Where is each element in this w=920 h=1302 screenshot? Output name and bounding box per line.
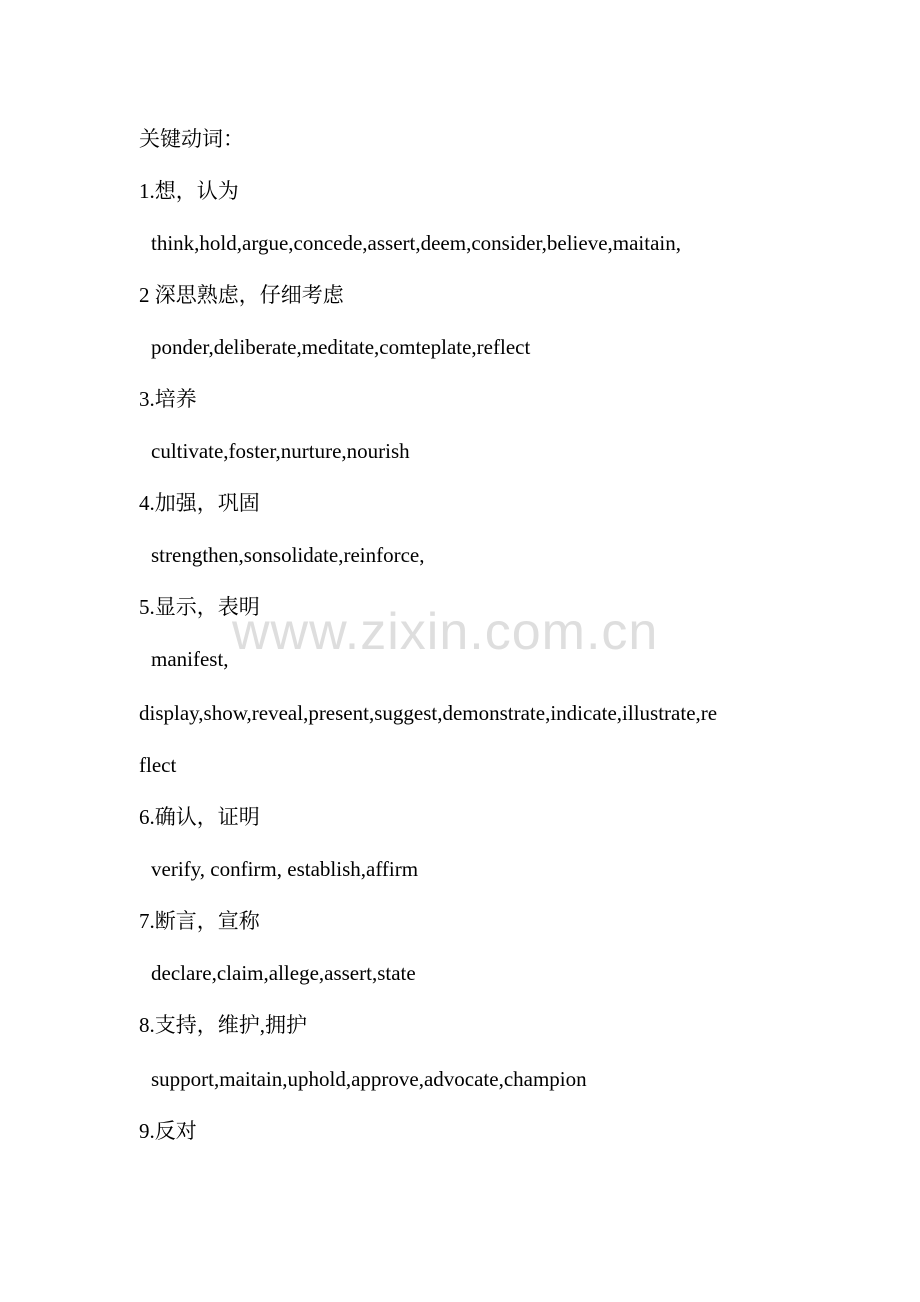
section-title-3: 3.培养 bbox=[139, 387, 197, 411]
word-list-5b: display,show,reveal,present,suggest,demonstrate,indicate,illustrate,re bbox=[139, 701, 718, 725]
section-title-8: 8.支持，维护,拥护 bbox=[139, 1013, 307, 1037]
word-list-8: support,maitain,uphold,approve,advocate,champion bbox=[151, 1067, 587, 1091]
word-list-5a: manifest, bbox=[151, 647, 229, 671]
word-list-4: strengthen,sonsolidate,reinforce, bbox=[151, 543, 425, 567]
section-title-1: 1.想，认为 bbox=[139, 179, 239, 203]
section-title-7: 7.断言，宣称 bbox=[139, 909, 260, 933]
word-list-5c: flect bbox=[139, 753, 177, 777]
section-title-5: 5.显示，表明 bbox=[139, 595, 260, 619]
word-list-6: verify, confirm, establish,affirm bbox=[151, 857, 419, 881]
word-list-1: think,hold,argue,concede,assert,deem,consider,believe,maitain, bbox=[151, 231, 681, 255]
section-title-2: 2 深思熟虑，仔细考虑 bbox=[139, 283, 344, 307]
document-heading: 关键动词： bbox=[139, 127, 244, 151]
word-list-3: cultivate,foster,nurture,nourish bbox=[151, 439, 410, 463]
section-title-4: 4.加强，巩固 bbox=[139, 491, 260, 515]
word-list-7: declare,claim,allege,assert,state bbox=[151, 961, 416, 985]
watermark: www.zixin.com.cn bbox=[232, 603, 659, 661]
word-list-2: ponder,deliberate,meditate,comteplate,reflect bbox=[151, 335, 531, 359]
section-title-9: 9.反对 bbox=[139, 1119, 197, 1143]
section-title-6: 6.确认，证明 bbox=[139, 805, 260, 829]
